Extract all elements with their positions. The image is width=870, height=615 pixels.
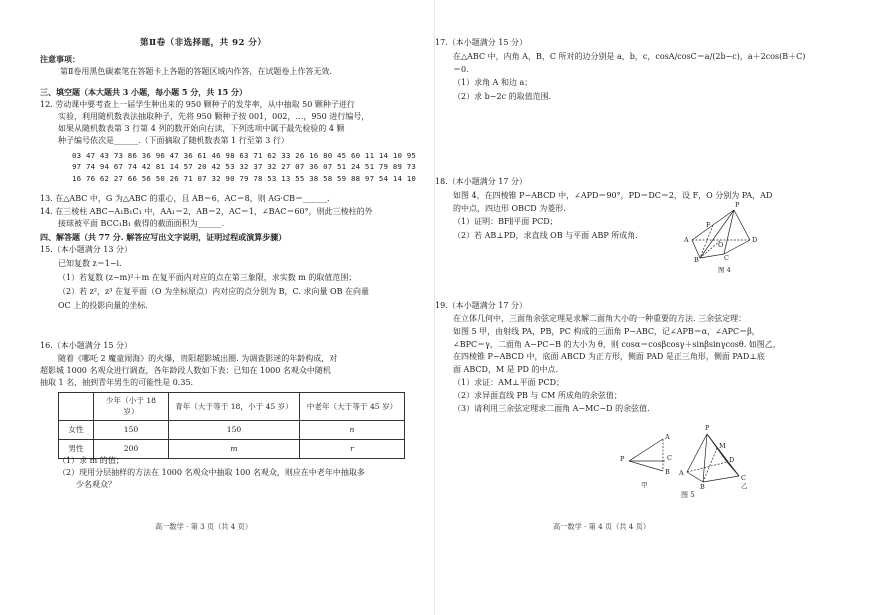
question-14 — [40, 206, 373, 230]
q16-heading: 16.（本小题满分 15 分） — [40, 341, 132, 350]
q12-line: 如果从随机数表第 3 行第 4 列的数开始向右读，下列选项中属于最先检验的 4 颗 — [58, 124, 345, 133]
table-cell: 150 — [94, 420, 169, 439]
question-15 — [58, 257, 369, 313]
q19-line: 面 ABCD，M 是 PD 的中点. — [453, 365, 559, 375]
q18-line: （1）证明：BF∥平面 PCD； — [453, 217, 558, 227]
q16-line: 超影城 1000 名观众进行调查，各年龄段人数如下表：已知在 1000 名观众中随机 — [40, 366, 331, 375]
label-c: C — [741, 474, 746, 482]
label-p: P — [705, 424, 710, 432]
random-row: 16 76 62 27 66 56 50 26 71 07 32 90 79 78 53 13 55 38 58 59 88 97 54 14 10 — [72, 173, 417, 183]
q14-line: 14. 在三棱柱 ABC−A₁B₁C₁ 中，AA₁＝2，AB＝2，AC＝1，∠BAC＝60°，则此三棱柱的外 — [40, 207, 373, 216]
q15-line: （2）若 z²，z³ 在复平面（O 为坐标原点）内对应的点分别为 B，C. 求向量 OB 在向量 — [58, 287, 369, 296]
q18-line: （2）若 AB⊥PD，求直线 OB 与平面 ABP 所成角. — [453, 230, 638, 240]
figure-4-caption: 图 4 — [718, 266, 731, 274]
table-cell: 200 — [94, 439, 169, 458]
q19-line: 在四棱锥 P−ABCD 中，底面 ABCD 为正方形，侧面 PAD 是正三角形，侧面 PAD⊥底 — [453, 352, 765, 362]
q16-line: 抽取 1 名，抽到青年男生的可能性是 0.35. — [40, 378, 194, 387]
q18-line: 如图 4，在四棱锥 P−ABCD 中，∠APD＝90°，PD＝DC＝2，设 F，O 分别为 PA，AD — [453, 191, 773, 200]
label-b: B — [694, 256, 699, 264]
random-row: 97 74 94 67 74 42 81 14 57 20 42 53 32 37 32 27 07 36 07 51 24 51 79 89 73 — [72, 162, 417, 172]
part4-heading: 四、解答题（共 77 分. 解答应写出文字说明，证明过程或演算步骤） — [40, 232, 287, 242]
q19-line: ∠BPC＝γ，二面角 A−PC−B 的大小为 θ，则 cosα＝cosβcosγ＋sinβsinγcosθ. 如图乙， — [453, 339, 781, 349]
table-header-cell: 中老年（大于等于 45 岁） — [300, 393, 405, 421]
q12-line: 12. 劳动课中要考查上一届学生种出来的 950 颗种子的发芽率，从中抽取 50 颗种子进行 — [40, 100, 355, 109]
q17-line: （1）求角 A 和边 a； — [453, 78, 533, 88]
label-p: P — [620, 455, 625, 463]
figure-4 — [684, 201, 768, 274]
label-d: D — [752, 236, 758, 244]
q19-line: （2）求异面直线 PB 与 CM 所成角的余弦值； — [453, 390, 622, 400]
table-cell: n — [300, 420, 405, 439]
right-page — [435, 0, 870, 615]
figure-5-left — [620, 433, 675, 489]
q15-line: OC 上的投影向量的坐标. — [58, 301, 148, 310]
q19-heading: 19.（本小题满分 17 分） — [435, 301, 527, 310]
label-p: P — [735, 201, 740, 209]
table-header-cell — [59, 393, 94, 421]
figure-5-right — [679, 424, 753, 491]
label-f: F — [706, 221, 711, 229]
label-b: B — [665, 468, 670, 476]
label-b: B — [700, 483, 705, 491]
q18-line: 的中点，四边形 OBCD 为菱形. — [453, 204, 566, 214]
q19-line: 在立体几何中，三面角余弦定理是求解二面角大小的一种重要的方法. 三余弦定理： — [453, 314, 747, 323]
q19-line: （3）请利用三余弦定理求二面角 A−MC−D 的余弦值. — [453, 403, 650, 413]
notice-text: 第Ⅱ卷用黑色碳素笔在答题卡上各题的答题区域内作答，在试题卷上作答无效. — [60, 67, 332, 76]
q15-line: 已知复数 z＝1−i. — [58, 259, 122, 268]
q12-line: 种子编号依次是______.（下面摘取了随机数表第 1 行至第 3 行） — [58, 136, 289, 145]
label-a: A — [684, 236, 689, 244]
table-cell: 男性 — [59, 439, 94, 458]
random-number-table — [72, 150, 416, 184]
q16-part: （2）现用分层抽样的方法在 1000 名观众中抽取 100 名观众，则应在中老年中抽取多 — [58, 468, 365, 477]
q12-line: 实验，利用随机数表法抽取种子，先将 950 颗种子按 001，002，…，950 进行编号， — [58, 112, 370, 121]
q17-line: 在△ABC 中，内角 A，B，C 所对的边分别是 a，b，c，cosA/cosC＝a/(2b−c)，a＋2cos(B＋C) — [453, 52, 806, 61]
section-title: 第Ⅱ卷（非选择题，共 92 分） — [140, 38, 267, 48]
notice-heading: 注意事项： — [40, 54, 80, 64]
question-17 — [435, 50, 805, 103]
table-header-cell: 青年（大于等于 18，小于 45 岁） — [169, 393, 300, 421]
label-a: A — [665, 433, 670, 441]
figure-5-right-label: 乙 — [741, 482, 748, 490]
q16-line: 随着《哪吒 2 魔童闹海》的火爆，贵阳超影城出圈. 为调查影迷的年龄构成，对 — [58, 354, 338, 363]
label-a: A — [679, 469, 684, 477]
q15-heading: 15.（本小题满分 13 分） — [40, 245, 132, 254]
label-c: C — [667, 454, 672, 462]
figure-5-left-label: 甲 — [641, 481, 648, 489]
table-cell: r — [300, 439, 405, 458]
label-c: C — [724, 254, 729, 262]
label-m: M — [719, 442, 726, 450]
table-header-row — [59, 393, 405, 421]
part3-heading: 三、填空题（本大题共 3 小题，每小题 5 分，共 15 分） — [40, 87, 247, 97]
left-footer: 高一数学 · 第 3 页（共 4 页） — [155, 522, 253, 531]
q17-heading: 17.（本小题满分 15 分） — [435, 38, 527, 47]
table-cell: 150 — [169, 420, 300, 439]
q16-part: 少名观众？ — [76, 480, 116, 489]
figure-5-caption: 图 5 — [681, 491, 695, 499]
question-13: 13. 在△ABC 中，G 为△ABC 的重心，且 AB＝6，AC＝8，则 AG·CB＝______. — [40, 194, 330, 203]
label-o: O — [718, 241, 724, 249]
q19-line: 如图 5 甲，由射线 PA，PB，PC 构成的三面角 P−ABC，记∠APB＝α，∠APC＝β， — [453, 326, 760, 336]
table-row — [59, 420, 405, 439]
q14-line: 接球被平面 BCC₁B₁ 截得的截面面积为______. — [58, 219, 225, 228]
q15-line: （1）若复数 (z−m)²＋m 在复平面内对应的点在第三象限，求实数 m 的取值范围； — [58, 273, 357, 282]
table-header-cell: 少年（小于 18 岁） — [94, 393, 169, 421]
q16-parts — [58, 455, 365, 491]
q18-heading: 18.（本小题满分 17 分） — [435, 177, 527, 186]
table-cell: 女性 — [59, 420, 94, 439]
age-table — [58, 392, 405, 459]
question-16 — [40, 353, 338, 389]
question-19 — [435, 313, 781, 415]
q17-line: ＝0. — [453, 65, 469, 75]
q19-line: （1）求证：AM⊥平面 PCD； — [453, 377, 565, 387]
table-cell: m — [169, 439, 300, 458]
label-d: D — [729, 456, 735, 464]
random-row: 03 47 43 73 86 36 96 47 36 61 46 98 63 71 62 33 26 16 80 45 60 11 14 10 95 — [72, 151, 417, 160]
right-footer: 高一数学 · 第 4 页（共 4 页） — [553, 522, 651, 531]
q17-line: （2）求 b−2c 的取值范围. — [453, 91, 552, 101]
q16-part: （1）求 m 的值； — [58, 456, 124, 465]
question-12 — [40, 99, 369, 147]
